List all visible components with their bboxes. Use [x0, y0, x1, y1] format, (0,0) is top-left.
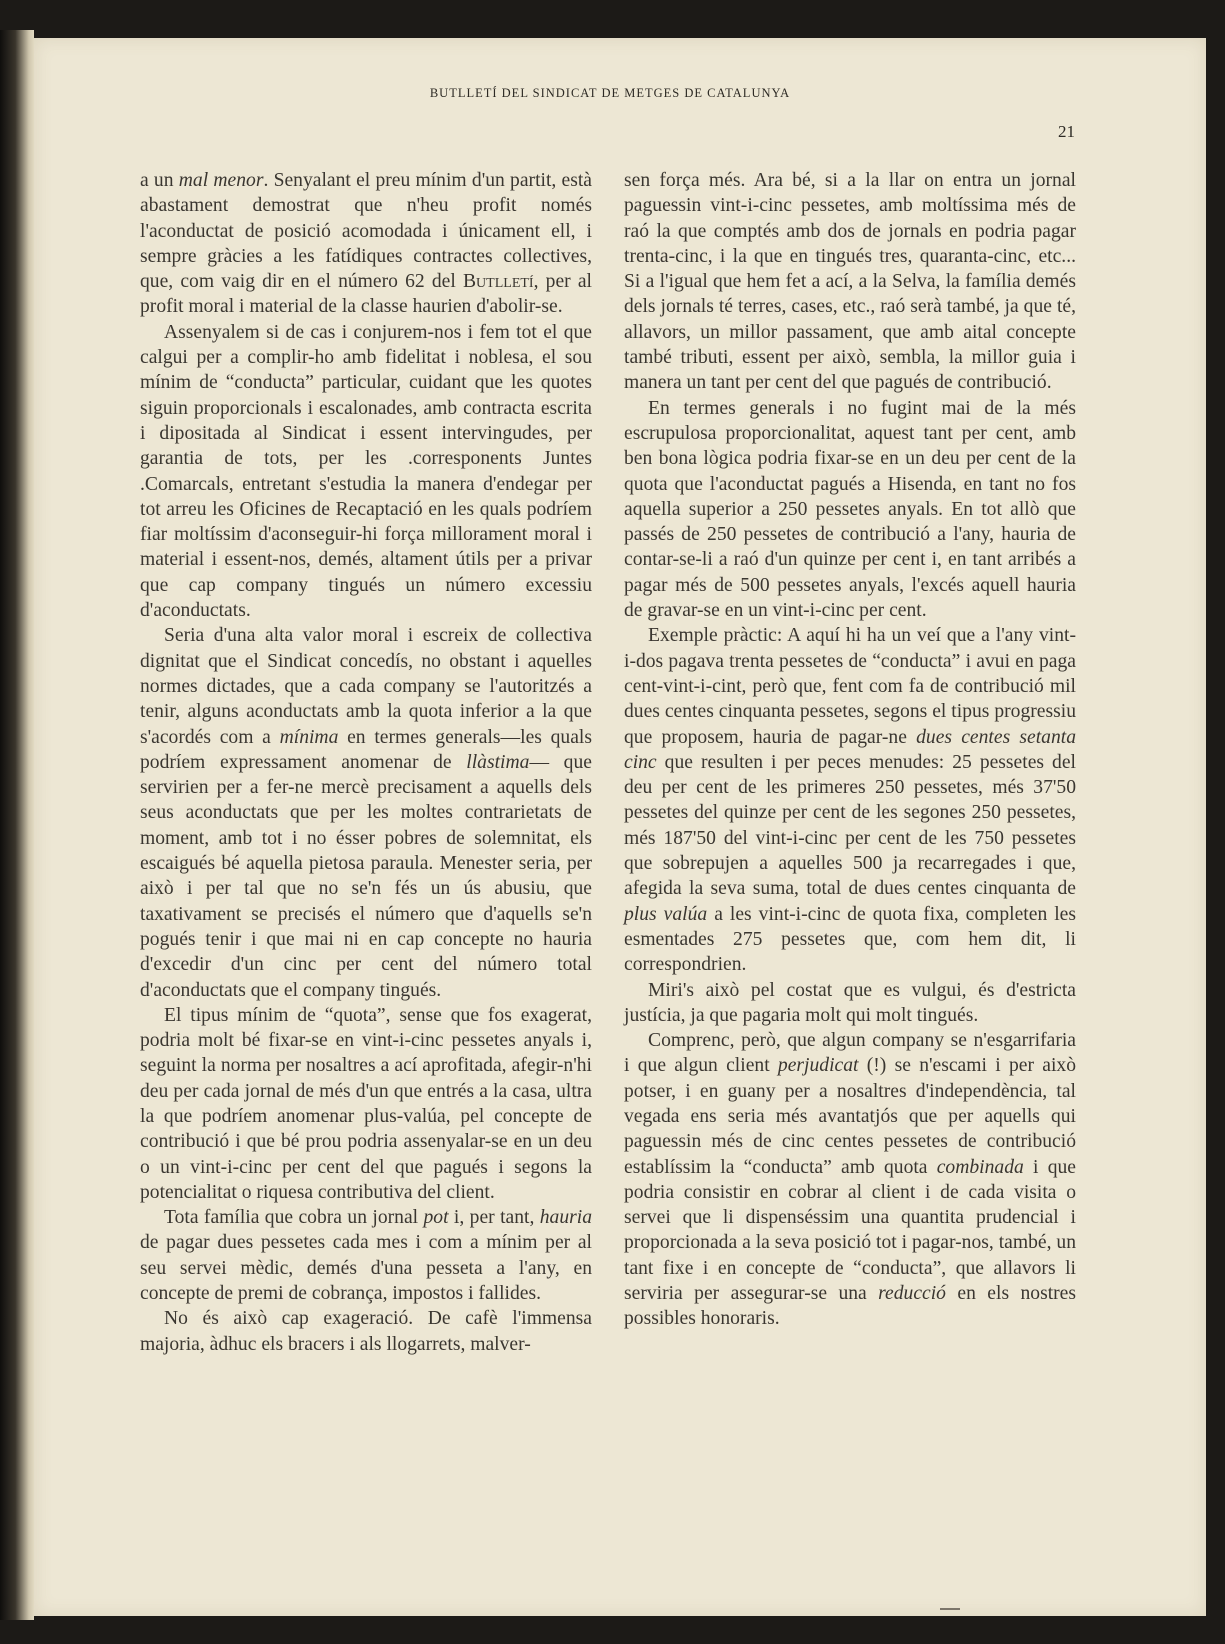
right-column [624, 168, 1076, 1332]
paragraph: Miri's això pel costat que es vulgui, és d'estricta justícia, ja que pagaria molt qui molt tingués. [624, 979, 1076, 1026]
paragraph: a un mal menor. Senyalant el preu mínim d'un partit, està abastament demostrat que n'heu profit només l'aconductat de posició acomodada i únicament ell, i sempre gràcies a les fatídiques contractes collectives, que, com vaig dir en el número 62 del Butlletí, per al profit moral i material de la classe haurien d'abolir-se. [140, 170, 592, 318]
paragraph: Comprenc, però, que algun company se n'esgarrifaria i que algun client perjudicat (!) se n'escami i per això potser, i en guany per a nosaltres d'independència, tal vegada ens seria més avantatjós que per aquells qui paguessin més de cinc centes pessetes de contribució establíssim la “conducta” amb quota combinada i que podria consistir en cobrar al client i de cada visita o servei que li dispenséssim una quantita prudencial i proporcionada a la seva posició tot i pagar-nos, també, un tant fixe i en concepte de “conducta”, que allavors li serviria per assegurar-se una reducció en els nostres possibles honoraris. [624, 1030, 1076, 1330]
paragraph: En termes generals i no fugint mai de la més escrupulosa proporcionalitat, aquest tant per cent, amb ben bona lògica podria fixar-se en un deu per cent de la quota que l'aconductat pagués a Hisenda, en tant no fos aquella superior a 250 pessetes anyals. En tot allò que passés de 250 pessetes de contribució a l'any, hauria de contar-se-li a raó d'un quinze per cent i, en tant arribés a pagar més de 500 pessetes anyals, l'excés aquell hauria de gravar-se en un vint-i-cinc per cent. [624, 397, 1076, 622]
paragraph: Exemple pràctic: A aquí hi ha un veí que a l'any vint-i-dos pagava trenta pessetes de “conducta” i avui en paga cent-vint-i-cint, però que, fent com fa de contribució mil dues centes cinquanta pessetes, segons el tipus progressiu que proposem, hauria de pagar-ne dues centes setanta cinc que resulten i per peces menudes: 25 pessetes del deu per cent de les primeres 250 pessetes, més 37'50 pessetes del quinze per cent de les segones 250 pessetes, més 187'50 del vint-i-cinc per cent de les 750 pessetes que sobrepujen a aquelles 500 ja recarregades i que, afegida la seva suma, total de dues centes cinquanta de plus valúa a les vint-i-cinc de quota fixa, completen les esmentades 275 pessetes que, com hem dit, li correspondrien. [624, 625, 1076, 976]
paragraph: Seria d'una alta valor moral i escreix de collectiva dignitat que el Sindicat concedís, no obstant i aquelles normes dictades, que a cada company se l'autoritzés a tenir, alguns aconductats amb la quota inferior a la que s'acordés com a mínima en termes generals—les quals podríem expressament anomenar de llàstima— que servirien per a fer-ne mercè precisament a aquells dels seus aconductats que per les moltes contrarietats de moment, amb tot i no ésser pobres de solemnitat, els escaigués bé aquella pietosa paraula. Menester seria, per això i per tal que no se'n fés un ús abusiu, que taxativament se precisés el número que d'aquells se'n pogués tenir i que mai ni en cap concepte no hauria d'excedir d'un cinc per cent del número total d'aconductats que el company tingués. [140, 625, 592, 1001]
paragraph: No és això cap exageració. De cafè l'immensa majoria, àdhuc els bracers i als llogarrets, malver- [140, 1308, 592, 1355]
paragraph: Assenyalem si de cas i conjurem-nos i fem tot el que calgui per a complir-ho amb fidelitat i noblesa, el sou mínim de “conducta” particular, cuidant que les quotes siguin proporcionals i escalonades, amb contracta escrita i dipositada al Sindicat i essent intervingudes, per garantia de tots, per les .corresponents Juntes .Comarcals, entretant s'estudia la manera d'endegar per tot arreu les Oficines de Recaptació en les quals podríem fiar moltíssim d'aconseguir-hi força millorament moral i material i essent-nos, demés, altament útils per a privar que cap company tingués un número excessiu d'aconductats. [140, 321, 592, 622]
paragraph: sen força més. Ara bé, si a la llar on entra un jornal paguessin vint-i-cinc pessetes, amb moltíssima més de raó la que comptés amb dos de jornals en podria pagar trenta-cinc, i la que en tingués tres, quaranta-cinc, etc... Si a l'igual que hem fet a ací, a la Selva, la família demés dels jornals té terres, cases, etc., raó serà també, ja que té, allavors, un millor passament, que amb aital concepte també tributi, essent per això, sembla, la millor guia i manera un tant per cent del que pagués de contribució. [624, 170, 1076, 394]
left-column [140, 168, 592, 1357]
running-header: BUTLLETÍ DEL SINDICAT DE METGES DE CATALUNYA [429, 86, 791, 100]
page-number: 21 [1058, 122, 1075, 141]
paragraph: El tipus mínim de “quota”, sense que fos exagerat, podria molt bé fixar-se en vint-i-cinc pessetes anyals i, seguint la norma per nosaltres a ací aprofitada, afegir-n'hi deu per cada jornal de més d'un que entrés a la casa, ultra la que podríem anomenar plus-valúa, pel concepte de contribució i que bé prou podria assenyalar-se en un deu o un vint-i-cinc per cent del que pagués i segons la potencialitat o riquesa contributiva del client. [140, 1004, 592, 1203]
paragraph: Tota família que cobra un jornal pot i, per tant, hauria de pagar dues pessetes cada mes i com a mínim per al seu servei mèdic, demés d'una pesseta a l'any, en concepte de premi de cobrança, impostos i fallides. [140, 1207, 592, 1305]
book-binding [0, 30, 34, 1620]
print-mark [940, 1608, 960, 1610]
